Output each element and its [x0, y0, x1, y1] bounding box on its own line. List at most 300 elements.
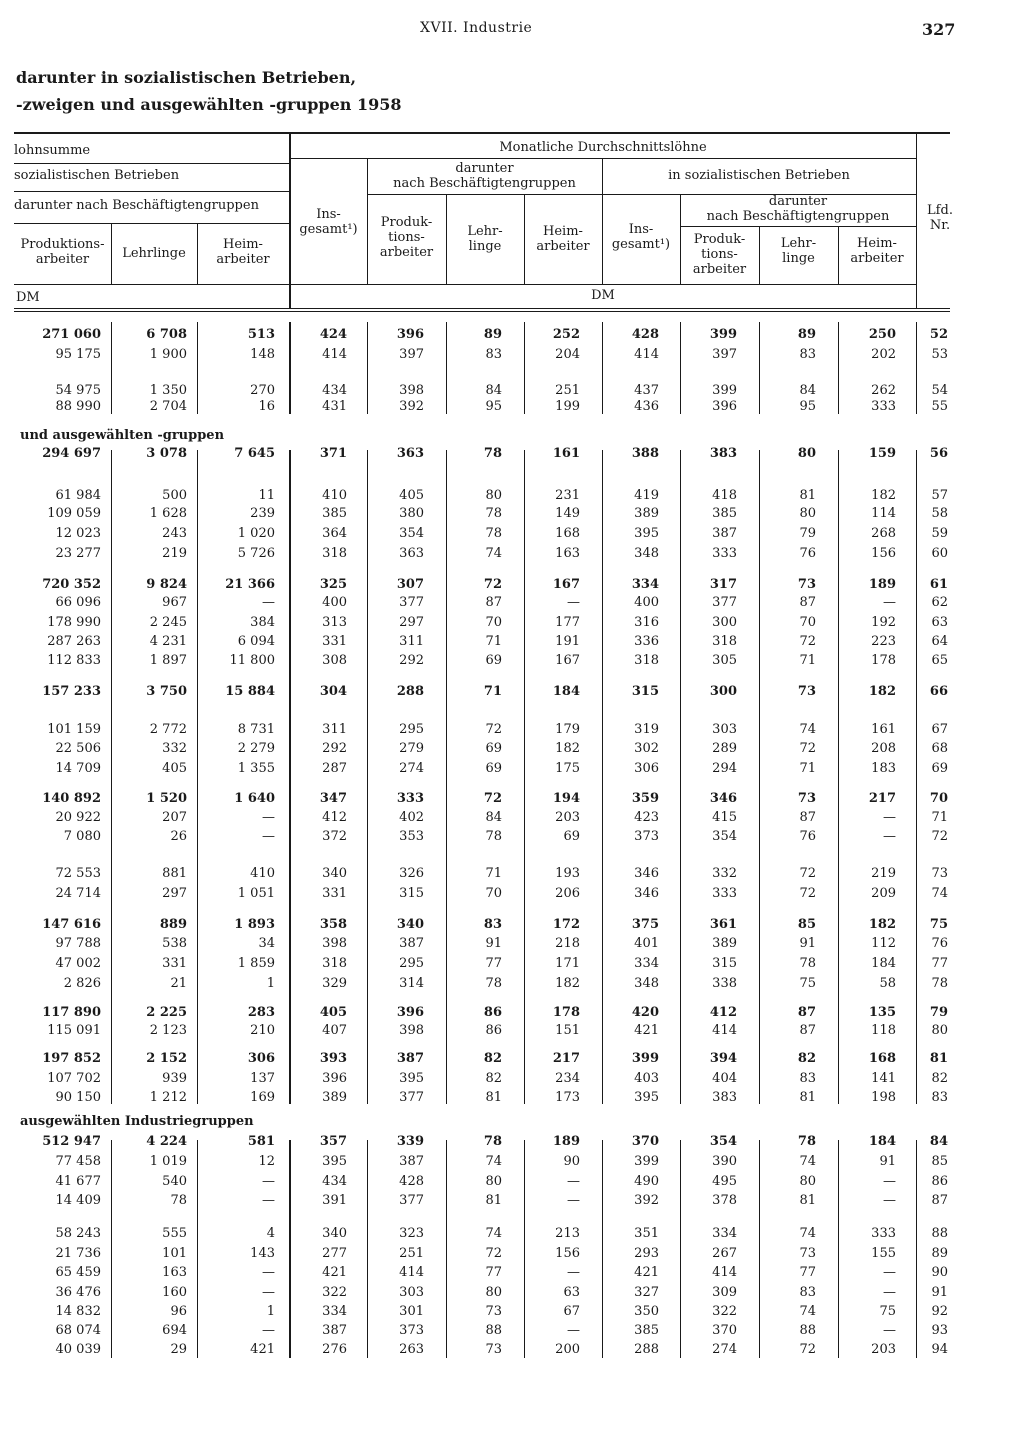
- cell-heimarbeiter-soz: 333: [871, 1226, 896, 1241]
- column-rule: [838, 450, 839, 1104]
- cell-lehrlinge: 219: [162, 546, 187, 561]
- cell-insgesamt-soz: 288: [634, 1342, 659, 1357]
- cell-heimarbeiter-lohn: 67: [563, 1304, 580, 1319]
- cell-produktionsarbeiter-soz: 294: [712, 761, 737, 776]
- cell-lfd-nr: 74: [931, 886, 948, 901]
- cell-heimarbeiter-lohn: 149: [555, 506, 580, 521]
- unit-dm-right: DM: [591, 288, 615, 303]
- cell-produktionsarbeiter-soz: 387: [712, 526, 737, 541]
- cell-produktionsarbeiter-lohn: 340: [396, 917, 424, 932]
- column-rule: [524, 1140, 525, 1358]
- cell-produktionsarbeiter: 90 150: [55, 1090, 101, 1105]
- cell-produktionsarbeiter: 47 002: [55, 956, 101, 971]
- column-rule: [838, 322, 839, 414]
- cell-lehrlinge-soz: 87: [797, 1005, 816, 1020]
- cell-lfd-nr: 65: [931, 653, 948, 668]
- cell-produktionsarbeiter-lohn: 396: [396, 1005, 424, 1020]
- cell-produktionsarbeiter: 140 892: [42, 791, 101, 806]
- cell-heimarbeiter: 1 859: [237, 956, 275, 971]
- cell-produktionsarbeiter: 109 059: [47, 506, 101, 521]
- cell-produktionsarbeiter-lohn: 288: [396, 684, 424, 699]
- cell-heimarbeiter-lohn: 206: [555, 886, 580, 901]
- cell-lehrlinge-lohn: 88: [485, 1323, 502, 1338]
- cell-insgesamt: 434: [322, 1174, 347, 1189]
- cell-lehrlinge: 540: [162, 1174, 187, 1189]
- cell-lehrlinge: 1 897: [149, 653, 187, 668]
- cell-insgesamt: 322: [322, 1285, 347, 1300]
- cell-lehrlinge-lohn: 80: [485, 1174, 502, 1189]
- cell-produktionsarbeiter-soz: 361: [709, 917, 737, 932]
- cell-insgesamt-soz: 419: [634, 488, 659, 503]
- cell-heimarbeiter-soz: 333: [871, 399, 896, 414]
- cell-lehrlinge-lohn: 81: [485, 1193, 502, 1208]
- cell-lehrlinge: 29: [170, 1342, 187, 1357]
- cell-heimarbeiter-lohn: 182: [555, 976, 580, 991]
- cell-produktionsarbeiter: 72 553: [55, 866, 101, 881]
- rule: [14, 223, 289, 224]
- cell-insgesamt-soz: 490: [634, 1174, 659, 1189]
- cell-insgesamt-soz: 414: [634, 347, 659, 362]
- cell-insgesamt: 276: [322, 1342, 347, 1357]
- cell-heimarbeiter-lohn: 204: [555, 347, 580, 362]
- cell-heimarbeiter: —: [262, 1193, 275, 1208]
- cell-insgesamt: 347: [319, 791, 347, 806]
- cell-insgesamt-soz: 370: [631, 1134, 659, 1149]
- cell-insgesamt-soz: 336: [634, 634, 659, 649]
- cell-lfd-nr: 58: [931, 506, 948, 521]
- cell-insgesamt: 329: [322, 976, 347, 991]
- cell-produktionsarbeiter: 22 506: [55, 741, 101, 756]
- section-heading: ausgewählten Industriegruppen: [20, 1114, 254, 1129]
- column-rule: [197, 1140, 198, 1358]
- cell-lehrlinge: 2 225: [146, 1005, 187, 1020]
- cell-heimarbeiter-lohn: 213: [555, 1226, 580, 1241]
- cell-insgesamt-soz: 293: [634, 1246, 659, 1261]
- cell-lehrlinge: 1 350: [149, 383, 187, 398]
- cell-produktionsarbeiter-soz: 383: [712, 1090, 737, 1105]
- cell-produktionsarbeiter-soz: 354: [712, 829, 737, 844]
- cell-heimarbeiter-lohn: —: [567, 595, 580, 610]
- column-rule: [289, 1140, 291, 1358]
- cell-insgesamt-soz: 399: [634, 1154, 659, 1169]
- cell-produktionsarbeiter-lohn: 251: [399, 1246, 424, 1261]
- header-darunter-nach: darunter nach Beschäftigtengruppen: [393, 161, 576, 191]
- header-lehrlinge-lohn: Lehr- linge: [467, 224, 503, 254]
- cell-produktionsarbeiter-lohn: 387: [396, 1051, 424, 1066]
- cell-lehrlinge-soz: 80: [797, 446, 816, 461]
- cell-insgesamt: 372: [322, 829, 347, 844]
- cell-lfd-nr: 73: [931, 866, 948, 881]
- cell-heimarbeiter-soz: 184: [871, 956, 896, 971]
- cell-lehrlinge-lohn: 84: [485, 810, 502, 825]
- cell-heimarbeiter: 2 279: [237, 741, 275, 756]
- rule: [14, 191, 289, 192]
- cell-heimarbeiter: 15 884: [225, 684, 275, 699]
- cell-lfd-nr: 79: [929, 1005, 948, 1020]
- cell-lfd-nr: 94: [931, 1342, 948, 1357]
- cell-insgesamt: 331: [322, 634, 347, 649]
- cell-lehrlinge-lohn: 78: [485, 506, 502, 521]
- cell-produktionsarbeiter: 178 990: [47, 615, 101, 630]
- cell-lehrlinge: 1 900: [149, 347, 187, 362]
- cell-lehrlinge-lohn: 72: [485, 722, 502, 737]
- cell-insgesamt-soz: 423: [634, 810, 659, 825]
- cell-lehrlinge: 2 123: [149, 1023, 187, 1038]
- cell-produktionsarbeiter: 41 677: [55, 1174, 101, 1189]
- cell-heimarbeiter-soz: 58: [879, 976, 896, 991]
- cell-heimarbeiter-soz: 250: [868, 327, 896, 342]
- cell-lehrlinge: 163: [162, 1265, 187, 1280]
- cell-produktionsarbeiter-lohn: 380: [399, 506, 424, 521]
- cell-produktionsarbeiter: 58 243: [55, 1226, 101, 1241]
- cell-lehrlinge: 3 078: [146, 446, 187, 461]
- cell-heimarbeiter-soz: 156: [871, 546, 896, 561]
- cell-heimarbeiter: 1: [266, 1304, 275, 1319]
- cell-lehrlinge-soz: 73: [797, 684, 816, 699]
- cell-produktionsarbeiter: 97 788: [55, 936, 101, 951]
- header-soz-betrieben: sozialistischen Betrieben: [14, 168, 180, 183]
- cell-insgesamt-soz: 428: [631, 327, 659, 342]
- cell-lfd-nr: 76: [931, 936, 948, 951]
- cell-produktionsarbeiter-lohn: 398: [399, 383, 424, 398]
- cell-lehrlinge: 4 224: [146, 1134, 187, 1149]
- cell-lehrlinge: 694: [162, 1323, 187, 1338]
- cell-lfd-nr: 89: [931, 1246, 948, 1261]
- cell-heimarbeiter-soz: 75: [879, 1304, 896, 1319]
- cell-heimarbeiter-lohn: —: [567, 1323, 580, 1338]
- cell-produktionsarbeiter-lohn: 307: [396, 577, 424, 592]
- cell-produktionsarbeiter-soz: 267: [712, 1246, 737, 1261]
- cell-lehrlinge: 405: [162, 761, 187, 776]
- cell-produktionsarbeiter-lohn: 414: [399, 1265, 424, 1280]
- cell-lehrlinge: 96: [170, 1304, 187, 1319]
- cell-insgesamt-soz: 400: [634, 595, 659, 610]
- cell-lfd-nr: 72: [931, 829, 948, 844]
- cell-heimarbeiter-soz: 159: [868, 446, 896, 461]
- cell-produktionsarbeiter-soz: 377: [712, 595, 737, 610]
- cell-insgesamt-soz: 302: [634, 741, 659, 756]
- cell-produktionsarbeiter-soz: 309: [712, 1285, 737, 1300]
- title-line-1: darunter in sozialistischen Betrieben,: [16, 68, 357, 87]
- rule: [14, 284, 289, 285]
- cell-produktionsarbeiter-soz: 300: [709, 684, 737, 699]
- cell-lehrlinge-soz: 83: [799, 1071, 816, 1086]
- cell-lehrlinge-soz: 70: [799, 615, 816, 630]
- cell-lfd-nr: 86: [931, 1174, 948, 1189]
- cell-produktionsarbeiter-soz: 389: [712, 936, 737, 951]
- cell-heimarbeiter-soz: 219: [871, 866, 896, 881]
- cell-insgesamt-soz: 437: [634, 383, 659, 398]
- column-rule: [111, 450, 112, 1104]
- cell-produktionsarbeiter-lohn: 395: [399, 1071, 424, 1086]
- cell-lehrlinge-soz: 87: [799, 595, 816, 610]
- cell-lehrlinge-soz: 73: [797, 791, 816, 806]
- cell-lehrlinge-soz: 74: [799, 722, 816, 737]
- cell-heimarbeiter-lohn: 63: [563, 1285, 580, 1300]
- cell-lehrlinge-soz: 71: [799, 653, 816, 668]
- cell-heimarbeiter: 1 051: [237, 886, 275, 901]
- cell-lehrlinge-soz: 88: [799, 1323, 816, 1338]
- cell-heimarbeiter-lohn: 163: [555, 546, 580, 561]
- cell-heimarbeiter-soz: —: [883, 1265, 896, 1280]
- cell-produktionsarbeiter-soz: 385: [712, 506, 737, 521]
- cell-heimarbeiter-lohn: 218: [555, 936, 580, 951]
- cell-lehrlinge-lohn: 91: [485, 936, 502, 951]
- cell-lfd-nr: 64: [931, 634, 948, 649]
- column-rule: [197, 322, 198, 414]
- cell-lehrlinge: 2 152: [146, 1051, 187, 1066]
- cell-insgesamt: 311: [322, 722, 347, 737]
- cell-lehrlinge-soz: 74: [799, 1154, 816, 1169]
- cell-lehrlinge-soz: 76: [799, 829, 816, 844]
- column-rule: [680, 322, 681, 414]
- cell-lehrlinge-soz: 87: [799, 1023, 816, 1038]
- cell-heimarbeiter: 12: [258, 1154, 275, 1169]
- cell-produktionsarbeiter-lohn: 303: [399, 1285, 424, 1300]
- cell-lehrlinge: 101: [162, 1246, 187, 1261]
- cell-heimarbeiter-lohn: 167: [552, 577, 580, 592]
- cell-produktionsarbeiter-lohn: 397: [399, 347, 424, 362]
- cell-produktionsarbeiter: 115 091: [47, 1023, 101, 1038]
- cell-lehrlinge-lohn: 86: [485, 1023, 502, 1038]
- cell-produktionsarbeiter-lohn: 297: [399, 615, 424, 630]
- cell-produktionsarbeiter-soz: 354: [709, 1134, 737, 1149]
- cell-lfd-nr: 70: [929, 791, 948, 806]
- cell-produktionsarbeiter: 7 080: [63, 829, 101, 844]
- cell-produktionsarbeiter-soz: 414: [712, 1023, 737, 1038]
- cell-heimarbeiter: 1 893: [234, 917, 275, 932]
- cell-insgesamt: 364: [322, 526, 347, 541]
- cell-lehrlinge-lohn: 78: [485, 829, 502, 844]
- cell-lehrlinge-soz: 75: [799, 976, 816, 991]
- cell-insgesamt: 292: [322, 741, 347, 756]
- cell-insgesamt: 385: [322, 506, 347, 521]
- cell-insgesamt-soz: 392: [634, 1193, 659, 1208]
- column-rule: [111, 322, 112, 414]
- cell-produktionsarbeiter: 88 990: [55, 399, 101, 414]
- cell-lehrlinge-soz: 72: [799, 634, 816, 649]
- cell-produktionsarbeiter-lohn: 314: [399, 976, 424, 991]
- cell-heimarbeiter-lohn: 234: [555, 1071, 580, 1086]
- cell-heimarbeiter-soz: 118: [871, 1023, 896, 1038]
- cell-heimarbeiter-lohn: 172: [552, 917, 580, 932]
- cell-lfd-nr: 68: [931, 741, 948, 756]
- cell-lehrlinge: 555: [162, 1226, 187, 1241]
- cell-heimarbeiter: 11 800: [229, 653, 275, 668]
- cell-produktionsarbeiter: 23 277: [55, 546, 101, 561]
- cell-lehrlinge: 160: [162, 1285, 187, 1300]
- cell-lehrlinge-lohn: 73: [485, 1342, 502, 1357]
- cell-produktionsarbeiter-lohn: 315: [399, 886, 424, 901]
- cell-lehrlinge-soz: 91: [799, 936, 816, 951]
- cell-lehrlinge-soz: 81: [799, 488, 816, 503]
- cell-lfd-nr: 84: [929, 1134, 948, 1149]
- cell-lehrlinge-soz: 83: [799, 1285, 816, 1300]
- cell-insgesamt: 277: [322, 1246, 347, 1261]
- cell-heimarbeiter-soz: 182: [868, 684, 896, 699]
- cell-lehrlinge-lohn: 78: [485, 976, 502, 991]
- column-rule: [289, 322, 291, 414]
- cell-lehrlinge-lohn: 80: [485, 488, 502, 503]
- cell-insgesamt-soz: 421: [634, 1023, 659, 1038]
- section-heading: und ausgewählten -gruppen: [20, 428, 225, 443]
- cell-produktionsarbeiter-soz: 315: [712, 956, 737, 971]
- cell-heimarbeiter-soz: 208: [871, 741, 896, 756]
- cell-heimarbeiter: —: [262, 1174, 275, 1189]
- cell-heimarbeiter-lohn: 193: [555, 866, 580, 881]
- cell-produktionsarbeiter-soz: 274: [712, 1342, 737, 1357]
- cell-heimarbeiter-lohn: 203: [555, 810, 580, 825]
- rule: [290, 284, 916, 285]
- column-rule: [446, 450, 447, 1104]
- cell-insgesamt: 357: [319, 1134, 347, 1149]
- column-rule: [446, 322, 447, 414]
- cell-lehrlinge: 939: [162, 1071, 187, 1086]
- column-rule: [111, 1140, 112, 1358]
- cell-insgesamt: 340: [322, 866, 347, 881]
- cell-produktionsarbeiter-soz: 332: [712, 866, 737, 881]
- cell-heimarbeiter: 283: [247, 1005, 275, 1020]
- cell-produktionsarbeiter-lohn: 326: [399, 866, 424, 881]
- cell-lehrlinge: 2 245: [149, 615, 187, 630]
- cell-insgesamt: 304: [319, 684, 347, 699]
- cell-heimarbeiter-lohn: 182: [555, 741, 580, 756]
- cell-heimarbeiter: 16: [258, 399, 275, 414]
- cell-lehrlinge-soz: 71: [799, 761, 816, 776]
- cell-produktionsarbeiter: 2 826: [63, 976, 101, 991]
- cell-insgesamt: 421: [322, 1265, 347, 1280]
- cell-lfd-nr: 69: [931, 761, 948, 776]
- cell-heimarbeiter-lohn: 177: [555, 615, 580, 630]
- cell-produktionsarbeiter: 61 984: [55, 488, 101, 503]
- cell-insgesamt-soz: 319: [634, 722, 659, 737]
- cell-lehrlinge: 331: [162, 956, 187, 971]
- cell-lfd-nr: 82: [931, 1071, 948, 1086]
- cell-produktionsarbeiter: 287 263: [47, 634, 101, 649]
- cell-lfd-nr: 90: [931, 1265, 948, 1280]
- cell-heimarbeiter-soz: 262: [871, 383, 896, 398]
- cell-produktionsarbeiter-soz: 370: [712, 1323, 737, 1338]
- cell-heimarbeiter: 21 366: [225, 577, 275, 592]
- cell-lfd-nr: 61: [929, 577, 948, 592]
- cell-heimarbeiter: 5 726: [237, 546, 275, 561]
- cell-produktionsarbeiter-soz: 318: [712, 634, 737, 649]
- cell-lfd-nr: 71: [931, 810, 948, 825]
- cell-produktionsarbeiter: 14 709: [55, 761, 101, 776]
- cell-lehrlinge-soz: 72: [799, 741, 816, 756]
- cell-heimarbeiter-soz: 161: [871, 722, 896, 737]
- cell-heimarbeiter: 1 355: [237, 761, 275, 776]
- cell-produktionsarbeiter: 68 074: [55, 1323, 101, 1338]
- cell-heimarbeiter: 143: [250, 1246, 275, 1261]
- cell-lehrlinge-lohn: 78: [483, 446, 502, 461]
- page-number: 327: [922, 20, 956, 39]
- header-produktionsarbeiter-lohn: Produk- tions- arbeiter: [379, 215, 434, 260]
- header-darunter-beschaeftigtengruppen: darunter nach Beschäftigtengruppen: [14, 198, 259, 213]
- cell-lehrlinge-soz: 89: [797, 327, 816, 342]
- cell-lehrlinge-soz: 77: [799, 1265, 816, 1280]
- cell-heimarbeiter: 1: [266, 976, 275, 991]
- cell-heimarbeiter: 581: [247, 1134, 275, 1149]
- cell-insgesamt: 387: [322, 1323, 347, 1338]
- cell-heimarbeiter: 384: [250, 615, 275, 630]
- cell-produktionsarbeiter-soz: 495: [712, 1174, 737, 1189]
- cell-lfd-nr: 92: [931, 1304, 948, 1319]
- cell-heimarbeiter: 4: [266, 1226, 275, 1241]
- cell-lehrlinge-lohn: 80: [485, 1285, 502, 1300]
- cell-heimarbeiter-lohn: —: [567, 1265, 580, 1280]
- cell-lehrlinge-lohn: 69: [485, 761, 502, 776]
- cell-heimarbeiter-lohn: 199: [555, 399, 580, 414]
- cell-produktionsarbeiter: 77 458: [55, 1154, 101, 1169]
- cell-heimarbeiter-soz: —: [883, 1323, 896, 1338]
- column-rule: [602, 1140, 603, 1358]
- column-rule: [602, 450, 603, 1104]
- cell-heimarbeiter: —: [262, 595, 275, 610]
- cell-heimarbeiter-soz: 135: [868, 1005, 896, 1020]
- cell-produktionsarbeiter-soz: 322: [712, 1304, 737, 1319]
- cell-lehrlinge: 207: [162, 810, 187, 825]
- cell-insgesamt: 287: [322, 761, 347, 776]
- cell-heimarbeiter: —: [262, 829, 275, 844]
- cell-lehrlinge: 1 212: [149, 1090, 187, 1105]
- cell-insgesamt-soz: 395: [634, 1090, 659, 1105]
- cell-lehrlinge-lohn: 78: [485, 526, 502, 541]
- cell-insgesamt-soz: 403: [634, 1071, 659, 1086]
- cell-produktionsarbeiter: 14 832: [55, 1304, 101, 1319]
- column-rule: [367, 450, 368, 1104]
- cell-lehrlinge-soz: 85: [797, 917, 816, 932]
- cell-heimarbeiter-lohn: 200: [555, 1342, 580, 1357]
- cell-insgesamt: 412: [322, 810, 347, 825]
- cell-lfd-nr: 78: [931, 976, 948, 991]
- cell-heimarbeiter-lohn: 156: [555, 1246, 580, 1261]
- cell-heimarbeiter: 239: [250, 506, 275, 521]
- header-lehrlinge: Lehrlinge: [122, 246, 186, 261]
- cell-heimarbeiter: 513: [247, 327, 275, 342]
- cell-lehrlinge-soz: 74: [799, 1304, 816, 1319]
- cell-heimarbeiter-soz: 141: [871, 1071, 896, 1086]
- cell-lehrlinge: 889: [159, 917, 187, 932]
- cell-lehrlinge-lohn: 83: [483, 917, 502, 932]
- cell-heimarbeiter-lohn: 252: [552, 327, 580, 342]
- cell-produktionsarbeiter-soz: 414: [712, 1265, 737, 1280]
- cell-produktionsarbeiter-lohn: 295: [399, 722, 424, 737]
- cell-lehrlinge-lohn: 74: [485, 1154, 502, 1169]
- cell-produktionsarbeiter: 147 616: [42, 917, 101, 932]
- cell-insgesamt: 391: [322, 1193, 347, 1208]
- column-rule: [916, 450, 917, 1104]
- cell-lfd-nr: 62: [931, 595, 948, 610]
- cell-heimarbeiter-lohn: 189: [552, 1134, 580, 1149]
- column-rule: [680, 1140, 681, 1358]
- cell-lehrlinge-lohn: 71: [485, 866, 502, 881]
- cell-produktionsarbeiter-lohn: 339: [396, 1134, 424, 1149]
- cell-insgesamt-soz: 346: [634, 886, 659, 901]
- column-rule: [367, 1140, 368, 1358]
- cell-lehrlinge-soz: 87: [799, 810, 816, 825]
- cell-lehrlinge-soz: 78: [797, 1134, 816, 1149]
- cell-heimarbeiter: 1 020: [237, 526, 275, 541]
- cell-lehrlinge: 243: [162, 526, 187, 541]
- cell-lfd-nr: 67: [931, 722, 948, 737]
- cell-produktionsarbeiter-lohn: 363: [399, 546, 424, 561]
- cell-lehrlinge-soz: 80: [799, 1174, 816, 1189]
- cell-heimarbeiter-soz: 217: [868, 791, 896, 806]
- cell-produktionsarbeiter-lohn: 274: [399, 761, 424, 776]
- cell-heimarbeiter: 7 645: [234, 446, 275, 461]
- cell-heimarbeiter-soz: —: [883, 1193, 896, 1208]
